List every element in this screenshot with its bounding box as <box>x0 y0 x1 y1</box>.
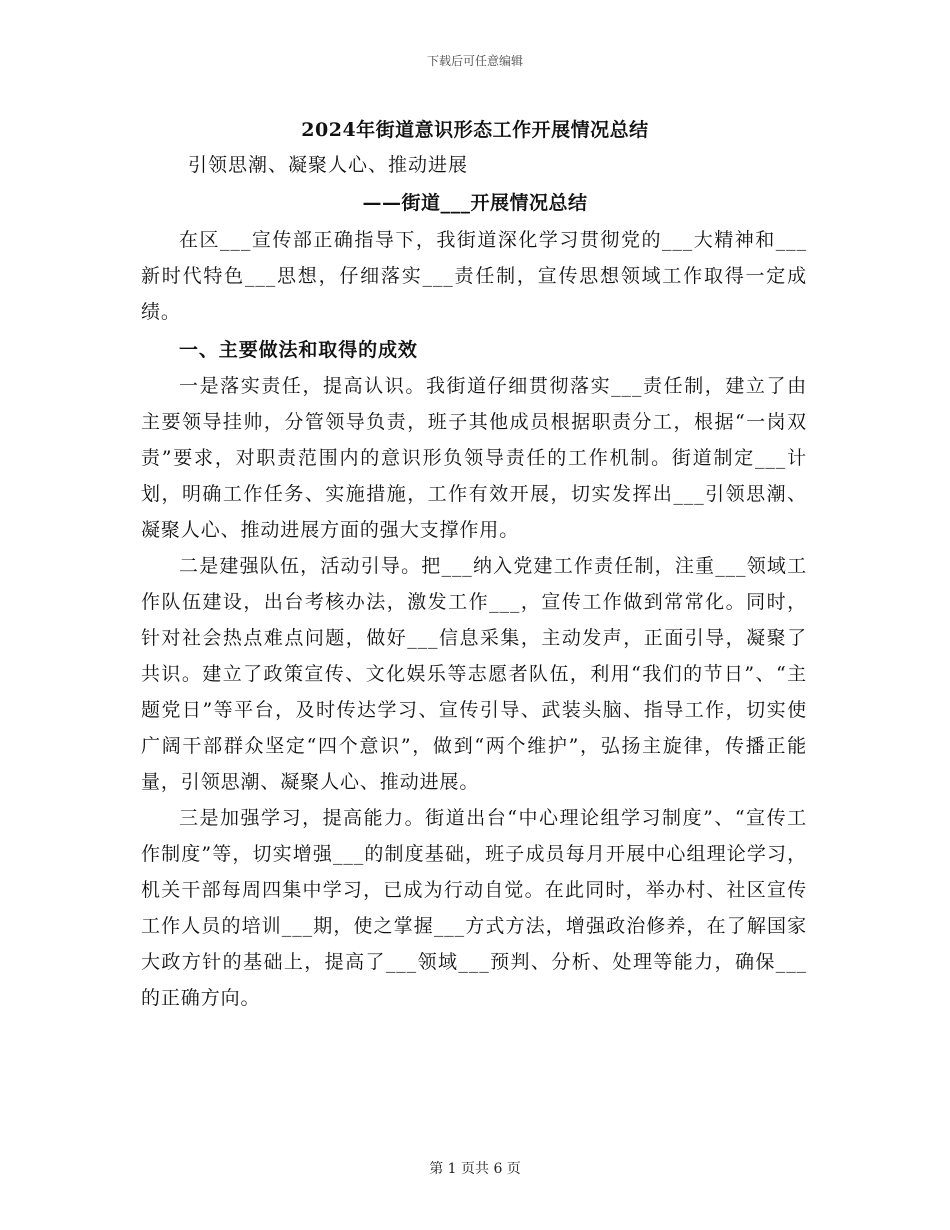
paragraph-3: 三是加强学习，提高能力。街道出台“中心理论组学习制度”、“宣传工作制度”等，切实增强___的制度基础，班子成员每月开展中心组理论学习，机关干部每周四集中学习，已成为行动自觉。在此同时，举办村、社区宣传工作人员的培训___期，使之掌握___方式方法，增强政治修养，在了解国家大政方针的基础上，提高了___领域___预判、分析、处理等能力，确保___的正确方向。 <box>141 807 807 1009</box>
document-body <box>141 222 807 1016</box>
page-header: 下载后可任意编辑 <box>426 54 523 68</box>
page-number: 第 1 页共 6 页 <box>429 1161 521 1177</box>
paragraph-1: 一是落实责任，提高认识。我街道仔细贯彻落实___责任制，建立了由主要领导挂帅，分管领导负责，班子其他成员根据职责分工，根据“一岗双责”要求，对职责范围内的意识形负领导责任的工作机制。街道制定___计划，明确工作任务、实施措施，工作有效开展，切实发挥出___引领思潮、凝聚人心、推动进展方面的强大支撑作用。 <box>141 375 807 541</box>
document-title: 2024年街道意识形态工作开展情况总结 <box>301 119 649 141</box>
paragraph-2: 二是建强队伍，活动引导。把___纳入党建工作责任制，注重___领域工作队伍建设，出台考核办法，激发工作___，宣传工作做到常常化。同时，针对社会热点难点问题，做好___信息采集，主动发声，正面引导，凝聚了共识。建立了政策宣传、文化娱乐等志愿者队伍，利用“我们的节日”、“主题党日”等平台，及时传达学习、宣传引导、武装头脑、指导工作，切实使广阔干部群众坚定“四个意识”，做到“两个维护”，弘扬主旋律，传播正能量，引领思潮、凝聚人心、推动进展。 <box>141 555 807 793</box>
intro-paragraph: 在区___宣传部正确指导下，我街道深化学习贯彻党的___大精神和___新时代特色___思想，仔细落实___责任制，宣传思想领域工作取得一定成绩。 <box>141 229 807 323</box>
document-subtitle: 引领思潮、凝聚人心、推动进展 <box>188 154 469 176</box>
section-heading: 一、主要做法和取得的成效 <box>179 339 418 361</box>
document-subtitle-secondary: ——街道___开展情况总结 <box>362 192 588 214</box>
